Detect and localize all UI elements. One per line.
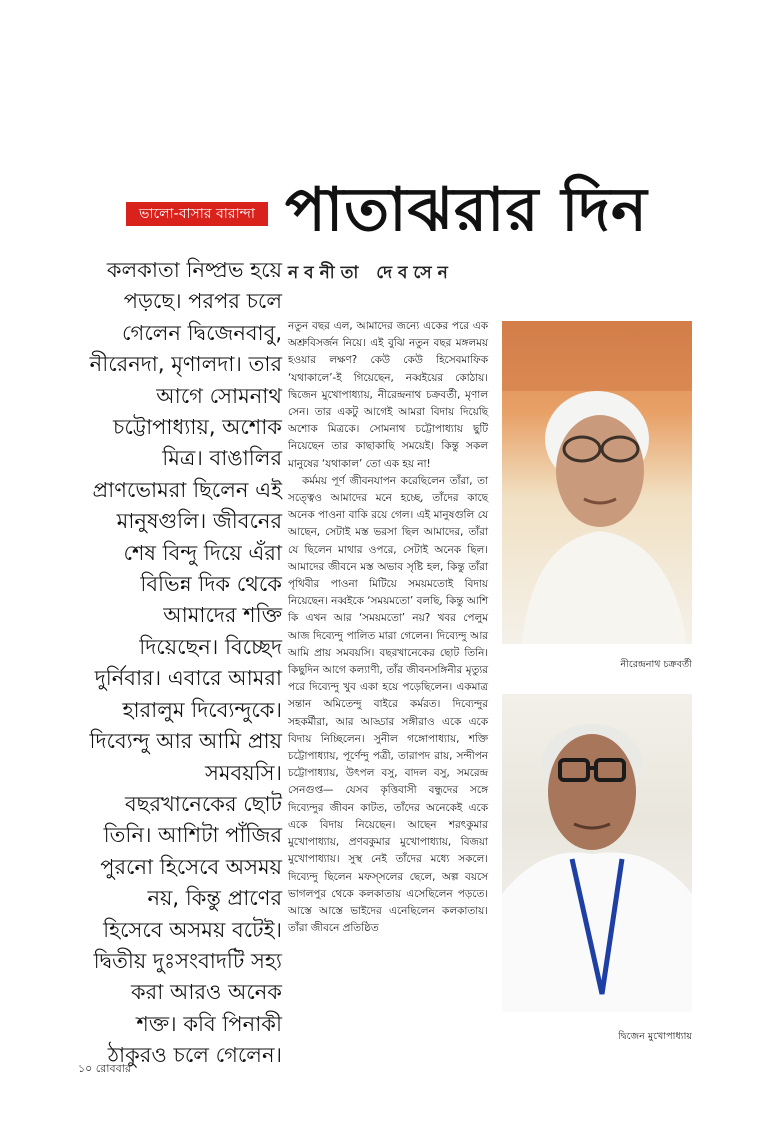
pull-quote-line: দুর্নিবার। এবারে আমরা (94, 666, 282, 691)
pull-quote-line: শেষ বিন্দু দিয়ে এঁরা (123, 540, 282, 565)
page-footer: ১০ রোববার (78, 1062, 131, 1075)
pull-quote-line: পড়ছে। পরপর চলে (123, 289, 282, 314)
pull-quote-line: কলকাতা নিষ্প্রভ হয়ে (106, 258, 282, 282)
photo-dwijen (502, 694, 692, 1012)
pull-quote-line: তিনি। আশিটা পাঁজির (103, 823, 282, 848)
pull-quote-line: সমবয়সি। (205, 760, 282, 785)
body-paragraph: নতুন বছর এল, আমাদের জন্যে একের পরে এক অশ্রুবিসর্জন নিয়ে। এই বুঝি নতুন বছর মঙ্গলময় হওয়ার লক্ষণ? কেউ কেউ হিসেবমাফিক ‘যথাকালে’-ই গিয়েছেন, নব্বইয়ের কোঠায়। দ্বিজেন মুখোপাধ্যায়, নীরেন্দ্রনাথ চক্রবর্তী, মৃণাল সেন। তার একটু আগেই আমরা বিদায় দিয়েছি অশোক মিত্রকে। সোমনাথ চট্টোপাধ্যায় ছুটি নিয়েছেন তার কাছাকাছি সময়েই। কিন্তু সকল মানুষের ‘যথাকাল’ তো এক হয় না! (288, 320, 488, 470)
section-tag: ভালো-বাসার বারান্দা (126, 202, 268, 226)
pull-quote-line: গেলেন দ্বিজেনবাবু, (122, 320, 282, 345)
pull-quote-line: মানুষগুলি। জীবনের (116, 509, 282, 534)
author-byline: নবনীতা দেবসেন (288, 263, 454, 283)
pull-quote-line: দিয়েছেন। বিচ্ছেদ (139, 634, 282, 659)
pull-quote-line: শক্ত। কবি পিনাকী (136, 1011, 282, 1036)
pull-quote-line: পুরনো হিসেবে অসময় (100, 854, 282, 879)
photo-caption: নীরেন্দ্রনাথ চক্রবর্তী (620, 659, 692, 670)
article-title: পাতাঝরার দিন (285, 175, 648, 245)
pull-quote-line: প্রাণভোমরা ছিলেন এই (92, 477, 282, 502)
pull-quote-line: আগে সোমনাথ (156, 383, 282, 408)
pull-quote-line: মিত্র। বাঙালির (162, 446, 282, 471)
pull-quote-line: করা আরও অনেক (130, 980, 282, 1005)
pull-quote-line: নয়, কিন্তু প্রাণের (147, 886, 282, 911)
pull-quote-line: হিসেবে অসময় বটেই। (103, 917, 282, 942)
pull-quote-line: বছরখানেকের ছোট (125, 791, 282, 816)
pull-quote (74, 255, 282, 1072)
pull-quote-line: চট্টোপাধ্যায়, অশোক (113, 415, 282, 440)
body-paragraph: কর্মময় পূর্ণ জীবনযাপন করেছিলেন তাঁরা, তা সত্ত্বেও আমাদের মনে হচ্ছে, তাঁদের কাছে অনেক পাওনা বাকি রয়ে গেল। এই মানুষগুলি যে আছেন, সেটাই মস্ত ভরসা ছিল আমাদের, তাঁরা যে ছিলেন মাথার ওপরে, সেটাই অনেক ছিল। আমাদের জীবনে মস্ত অভাব সৃষ্টি হল, কিন্তু তাঁরা পৃথিবীর পাওনা মিটিয়ে সময়মতোই বিদায় নিয়েছেন। নব্বইকে ‘সময়মতো’ বলছি, কিন্তু আশি কি এখন আর ‘সময়মতো’ নয়? খবর পেলুম আজ দিব্যেন্দু পালিত মারা গেলেন। দিব্যেন্দু আর আমি প্রায় সমবয়সি। বছরখানেকের ছোট তিনি। কিছুদিন আগে কল্যাণী, তাঁর জীবনসঙ্গিনীর মৃত্যুর পরে দিব্যেন্দু খুব একা হয়ে পড়েছিলেন। একমাত্র সন্তান অমিতেন্দু বাইরে কর্মরত। দিব্যেন্দুর সহকর্মীরা, আর আড্ডার সঙ্গীরাও একে একে বিদায় নিচ্ছিলেন। সুনীল গঙ্গোপাধ্যায়, শক্তি চট্টোপাধ্যায়, পূর্ণেন্দু পত্রী, তারাপদ রায়, সন্দীপন চট্টোপাধ্যায়, উৎপল বসু, বাদল বসু, সমরেন্দ্র সেনগুপ্ত— যেসব কৃত্তিবাসী বন্ধুদের সঙ্গে দিব্যেন্দুর জীবন কাটত, তাঁদের অনেকেই একে একে বিদায় নিয়েছেন। আছেন শরৎকুমার মুখোপাধ্যায়, প্রণবকুমার মুখোপাধ্যায়, বিজয়া মুখোপাধ্যায়। সুস্থ নেই তাঁদের মধ্যে সকলে। দিব্যেন্দু ছিলেন মফস্সলের ছেলে, অল্প বয়সে ভাগলপুর থেকে কলকাতায় এসেছিলেন পড়তে। আস্তে আস্তে ভাইদের এনেছিলেন কলকাতায়। তাঁরা জীবনে প্রতিষ্ঠিত (288, 474, 488, 935)
pull-quote-line: দ্বিতীয় দুঃসংবাদটি সহ্য (93, 948, 282, 973)
pull-quote-line: আমাদের শক্তি (163, 603, 282, 628)
pull-quote-line: নীরেনদা, মৃণালদা। তার (89, 352, 282, 377)
photo-nirendranath (502, 321, 692, 644)
article-body (288, 318, 488, 937)
pull-quote-line: বিভিন্ন দিক থেকে (140, 572, 282, 597)
pull-quote-line: দিব্যেন্দু আর আমি প্রায় (89, 729, 282, 754)
pull-quote-line: হারালুম দিব্যেন্দুকে। (122, 697, 282, 722)
photo-caption: দ্বিজেন মুখোপাধ্যায় (618, 1031, 692, 1042)
pull-quote-line: ঠাকুরও চলে গেলেন। (107, 1043, 282, 1068)
